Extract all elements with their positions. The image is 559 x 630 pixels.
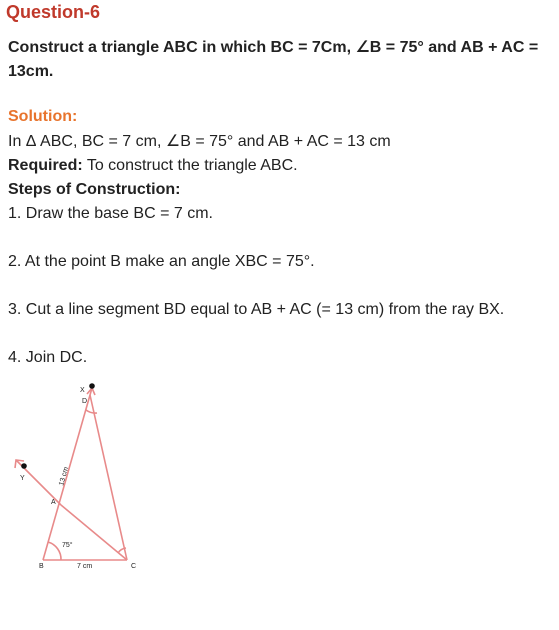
angle-arc-d	[86, 410, 97, 413]
label-x: X	[80, 387, 85, 394]
required-label: Required:	[8, 157, 83, 174]
label-a: A	[51, 499, 56, 506]
required-text: To construct the triangle ABC.	[82, 157, 298, 174]
label-b: B	[39, 563, 44, 570]
label-c: C	[131, 563, 137, 570]
question-title: Question-6	[6, 2, 101, 22]
label-side: 13 cm	[58, 466, 71, 487]
step-1: 1. Draw the base BC = 7 cm.	[8, 205, 213, 222]
label-base: 7 cm	[77, 563, 93, 570]
step-3: 3. Cut a line segment BD equal to AB + AC (= 13 cm) from the ray BX.	[8, 301, 505, 318]
required-line	[8, 156, 298, 176]
construction-figure	[0, 370, 200, 580]
question-text	[8, 36, 548, 84]
point-x	[89, 383, 95, 389]
question-text-line-1: Construct a triangle ABC in which BC = 7Cm, ∠B = 75° and AB + AC =	[8, 39, 539, 56]
step-4: 4. Join DC.	[8, 349, 88, 366]
label-d: D	[82, 398, 88, 405]
label-y: Y	[20, 475, 25, 482]
point-y	[21, 463, 27, 469]
given-line: In Δ ABC, BC = 7 cm, ∠B = 75° and AB + AC = 13 cm	[8, 133, 391, 150]
question-text-line-2: 13cm.	[8, 63, 54, 80]
angle-arc-b	[48, 542, 61, 560]
solution-title: Solution:	[8, 108, 78, 125]
segment-dc	[90, 395, 127, 560]
steps-title: Steps of Construction:	[8, 181, 181, 198]
step-2: 2. At the point B make an angle XBC = 75°.	[8, 253, 315, 270]
figure-lines	[15, 388, 127, 560]
label-angle: 75°	[62, 542, 73, 549]
